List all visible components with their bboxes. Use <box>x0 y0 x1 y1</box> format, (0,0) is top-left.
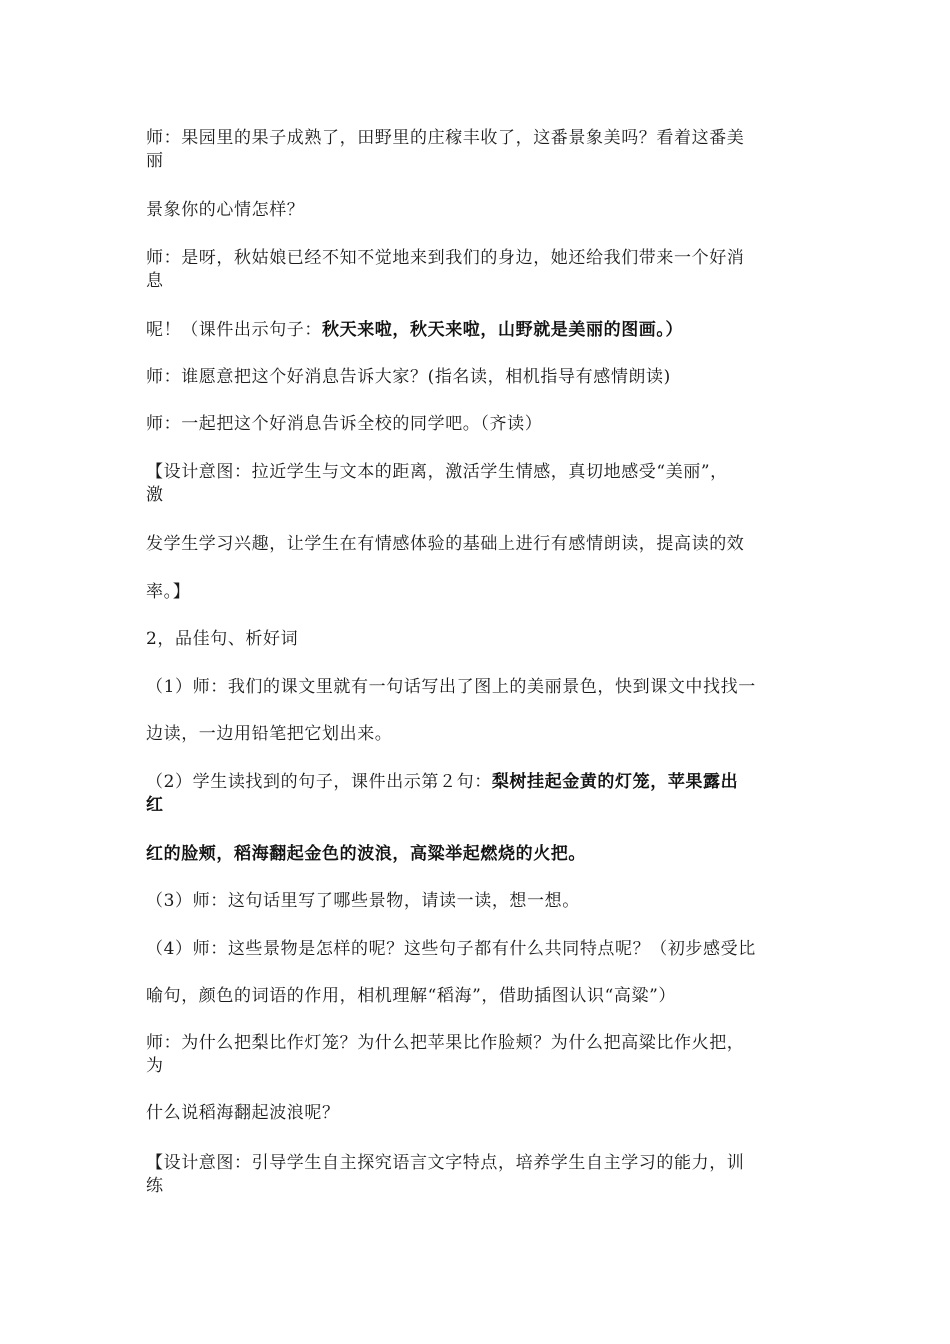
paragraph-line: 师：是呀，秋姑娘已经不知不觉地来到我们的身边，她还给我们带来一个好消 <box>146 248 745 268</box>
paragraph-line: 呢！（课件出示句子：秋天来啦，秋天来啦，山野就是美丽的图画。） <box>146 320 684 340</box>
design-intent-line: 发学生学习兴趣，让学生在有情感体验的基础上进行有感情朗读，提高读的效 <box>146 534 745 554</box>
bold-sentence: 红 <box>146 795 164 815</box>
paragraph-line: 为 <box>146 1056 164 1076</box>
design-intent-line: 练 <box>146 1176 164 1196</box>
paragraph-line: 什么说稻海翻起波浪呢？ <box>146 1103 340 1123</box>
bold-sentence: 红的脸颊，稻海翻起金色的波浪，高粱举起燃烧的火把。 <box>146 844 586 864</box>
paragraph-line: 景象你的心情怎样？ <box>146 200 305 220</box>
paragraph-line: 师：一起把这个好消息告诉全校的同学吧。（齐读） <box>146 414 543 434</box>
paragraph-line: （2）学生读找到的句子，课件出示第２句：梨树挂起金黄的灯笼，苹果露出 <box>146 772 739 792</box>
paragraph-line <box>146 843 826 865</box>
paragraph-line: 息 <box>146 271 164 291</box>
bold-sentence: 秋天来啦，秋天来啦，山野就是美丽的图画。） <box>322 320 684 340</box>
paragraph-line: 师：谁愿意把这个好消息告诉大家？(指名读，相机指导有感情朗读) <box>146 367 671 387</box>
paragraph-line: 师：为什么把梨比作灯笼？为什么把苹果比作脸颊？为什么把高粱比作火把， <box>146 1033 745 1053</box>
bold-sentence: 梨树挂起金黄的灯笼，苹果露出 <box>491 772 739 792</box>
design-intent-line: 【设计意图：引导学生自主探究语言文字特点，培养学生自主学习的能力，训 <box>146 1153 745 1173</box>
paragraph-line: （1）师：我们的课文里就有一句话写出了图上的美丽景色，快到课文中找找一 <box>146 677 756 697</box>
section-heading: 2，品佳句、析好词 <box>146 629 299 649</box>
paragraph-line: 丽 <box>146 151 164 171</box>
paragraph-line: （4）师：这些景物是怎样的呢？这些句子都有什么共同特点呢？（初步感受比 <box>146 939 756 959</box>
paragraph-line: 边读，一边用铅笔把它划出来。 <box>146 724 393 744</box>
design-intent-line: 率。】 <box>146 582 191 602</box>
paragraph-line: 师：果园里的果子成熟了，田野里的庄稼丰收了，这番景象美吗？看着这番美 <box>146 128 745 148</box>
design-intent-line: 激 <box>146 485 164 505</box>
paragraph-line <box>146 794 826 816</box>
design-intent-line: 【设计意图：拉近学生与文本的距离，激活学生情感，真切地感受“美丽”， <box>146 462 728 482</box>
paragraph-line: （3）师：这句话里写了哪些景物，请读一读，想一想。 <box>146 891 580 911</box>
paragraph-line: 喻句，颜色的词语的作用，相机理解“稻海”，借助插图认识“高粱”） <box>146 986 676 1006</box>
